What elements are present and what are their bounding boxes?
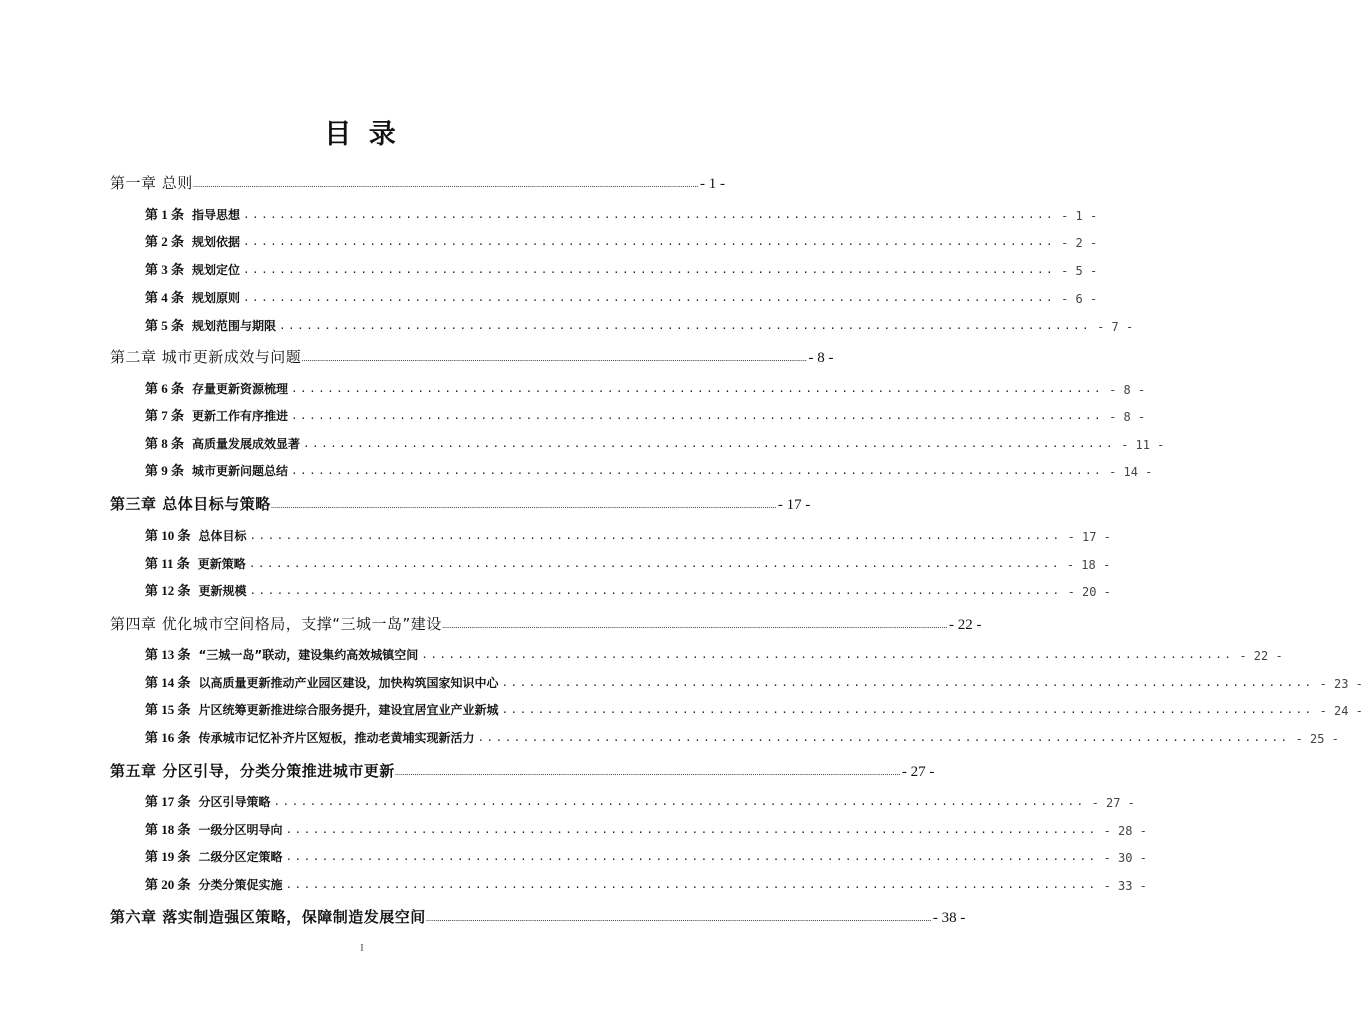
toc-article-entry[interactable] <box>145 232 1098 250</box>
dot-leader: .................................................................................................................................................................................................................................................................... <box>394 768 900 777</box>
page-number: - 2 - <box>1061 236 1098 250</box>
article-text: 分区引导策略 <box>198 795 271 809</box>
toc-article-entry[interactable] <box>145 434 1165 452</box>
article-number: 第 15 条 <box>145 702 191 717</box>
article-number: 第 19 条 <box>145 849 191 864</box>
dot-leader: .................................................................................................................................................................................................................................................................... <box>425 914 931 923</box>
dot-leader: .......................................................................................... <box>285 850 1098 863</box>
chapter-title: 第三章 总体目标与策略 <box>110 495 271 513</box>
page-number: - 22 - <box>949 617 982 633</box>
toc-article-entry[interactable] <box>145 288 1098 306</box>
article-text: 规划范围与期限 <box>192 319 277 333</box>
dot-leader: .......................................................................................... <box>291 382 1104 395</box>
toc-article-entry[interactable] <box>145 847 1147 865</box>
page-number: - 8 - <box>1109 410 1146 424</box>
toc-article-entry[interactable] <box>145 379 1146 397</box>
page-number: - 7 - <box>1097 320 1134 334</box>
article-title <box>145 644 418 663</box>
toc-article-entry[interactable] <box>145 316 1134 334</box>
article-title <box>145 231 240 250</box>
page-number: - 17 - <box>777 497 811 513</box>
toc-article-entry[interactable] <box>145 792 1135 810</box>
article-text: 分类分策促实施 <box>198 878 283 892</box>
toc-chapter-entry[interactable] <box>110 171 725 193</box>
article-number: 第 5 条 <box>145 318 185 333</box>
article-title <box>145 819 283 838</box>
page-number: - 1 - <box>699 176 725 192</box>
article-text: 传承城市记忆补齐片区短板，推动老黄埔实现新活力 <box>198 731 475 745</box>
toc-article-entry[interactable] <box>145 526 1111 544</box>
article-text: 城市更新问题总结 <box>192 464 289 478</box>
toc-article-entry[interactable] <box>145 645 1283 663</box>
toc-chapter-entry[interactable] <box>110 759 935 781</box>
article-text: 以高质量更新推动产业园区建设，加快构筑国家知识中心 <box>198 676 499 690</box>
article-title <box>145 405 288 424</box>
article-number: 第 3 条 <box>145 262 185 277</box>
page-number-footer: I <box>360 942 364 954</box>
dot-leader: .......................................................................................... <box>285 878 1098 891</box>
article-number: 第 7 条 <box>145 408 185 423</box>
article-text: 片区统筹更新推进综合服务提升，建设宜居宜业产业新城 <box>198 703 499 717</box>
article-title <box>145 204 240 223</box>
article-text: 存量更新资源梳理 <box>192 382 289 396</box>
article-title <box>145 433 300 452</box>
toc-chapter-entry[interactable] <box>110 345 834 367</box>
article-text: 二级分区定策略 <box>198 850 283 864</box>
toc-article-entry[interactable] <box>145 875 1147 893</box>
article-text: 更新规模 <box>198 584 247 598</box>
page-number: - 24 - <box>1319 704 1363 718</box>
article-number: 第 4 条 <box>145 290 185 305</box>
dot-leader: .................................................................................................................................................................................................................................................................... <box>192 180 698 189</box>
toc-article-entry[interactable] <box>145 728 1339 746</box>
dot-leader: .......................................................................................... <box>243 291 1056 304</box>
article-title <box>145 378 288 397</box>
dot-leader: .......................................................................................... <box>421 648 1234 661</box>
page-number: - 30 - <box>1103 851 1147 865</box>
dot-leader: .......................................................................................... <box>285 823 1098 836</box>
dot-leader: .......................................................................................... <box>279 319 1092 332</box>
page-number: - 1 - <box>1061 209 1098 223</box>
page-number: - 33 - <box>1103 879 1147 893</box>
article-number: 第 1 条 <box>145 207 185 222</box>
dot-leader: .......................................................................................... <box>291 409 1104 422</box>
article-text: 一级分区明导向 <box>198 823 283 837</box>
article-title <box>145 460 288 479</box>
page-number: - 18 - <box>1066 558 1111 572</box>
article-text: 规划定位 <box>192 263 241 277</box>
article-title <box>145 699 499 718</box>
article-title <box>145 553 246 572</box>
dot-leader: .................................................................................................................................................................................................................................................................... <box>301 354 807 363</box>
article-number: 第 14 条 <box>145 675 191 690</box>
page-title: 目 录 <box>324 119 400 150</box>
article-title <box>145 791 271 810</box>
dot-leader: .......................................................................................... <box>243 263 1056 276</box>
article-title <box>145 259 240 278</box>
page-number: - 14 - <box>1109 465 1153 479</box>
article-number: 第 20 条 <box>145 877 191 892</box>
article-number: 第 12 条 <box>145 583 191 598</box>
article-title <box>145 580 247 599</box>
toc-chapter-entry[interactable] <box>110 905 966 927</box>
page-number: - 38 - <box>932 910 966 926</box>
page-number: - 8 - <box>1109 383 1146 397</box>
article-text: 高质量发展成效显著 <box>192 437 301 451</box>
dot-leader: .......................................................................................... <box>501 676 1314 689</box>
toc-chapter-entry[interactable] <box>110 492 811 514</box>
toc-chapter-entry[interactable] <box>110 612 982 634</box>
dot-leader: .......................................................................................... <box>477 731 1290 744</box>
toc-article-entry[interactable] <box>145 461 1153 479</box>
article-number: 第 2 条 <box>145 234 185 249</box>
chapter-title: 第五章 分区引导，分类分策推进城市更新 <box>110 762 395 780</box>
dot-leader: .......................................................................................... <box>249 584 1062 597</box>
article-number: 第 18 条 <box>145 822 191 837</box>
toc-article-entry[interactable] <box>145 581 1111 599</box>
article-title <box>145 846 283 865</box>
toc-article-entry[interactable] <box>145 554 1111 572</box>
dot-leader: .......................................................................................... <box>248 557 1061 570</box>
article-number: 第 17 条 <box>145 794 191 809</box>
page-number: - 22 - <box>1239 649 1283 663</box>
article-text: 指导思想 <box>192 208 241 222</box>
chapter-title: 第一章 总则 <box>110 174 193 192</box>
page-number: - 6 - <box>1061 292 1098 306</box>
article-title <box>145 525 247 544</box>
dot-leader: .......................................................................................... <box>501 703 1314 716</box>
page-number: - 23 - <box>1319 677 1363 691</box>
article-number: 第 6 条 <box>145 381 185 396</box>
article-text: 规划依据 <box>192 235 241 249</box>
toc-article-entry[interactable] <box>145 673 1363 691</box>
chapter-title: 第六章 落实制造强区策略，保障制造发展空间 <box>110 908 426 926</box>
dot-leader: .................................................................................................................................................................................................................................................................... <box>270 501 776 510</box>
article-text: 更新工作有序推进 <box>192 409 289 423</box>
article-number: 第 10 条 <box>145 528 191 543</box>
dot-leader: .......................................................................................... <box>303 437 1116 450</box>
article-title <box>145 672 499 691</box>
page-number: - 8 - <box>808 350 834 366</box>
toc-article-entry[interactable] <box>145 700 1363 718</box>
article-text: 总体目标 <box>198 529 247 543</box>
toc-article-entry[interactable] <box>145 406 1146 424</box>
article-title <box>145 727 475 746</box>
chapter-title: 第四章 优化城市空间格局，支撑“三城一岛”建设 <box>110 615 442 633</box>
dot-leader: .......................................................................................... <box>243 235 1056 248</box>
chapter-title: 第二章 城市更新成效与问题 <box>110 348 302 366</box>
article-text: 规划原则 <box>192 291 241 305</box>
article-title <box>145 874 283 893</box>
article-title <box>145 287 240 306</box>
dot-leader: .................................................................................................................................................................................................................................................................... <box>441 621 947 630</box>
page-number: - 27 - <box>901 764 935 780</box>
article-number: 第 11 条 <box>145 556 190 571</box>
page-number: - 27 - <box>1091 796 1135 810</box>
page-number: - 11 - <box>1121 438 1165 452</box>
article-number: 第 9 条 <box>145 463 185 478</box>
dot-leader: .......................................................................................... <box>249 529 1062 542</box>
dot-leader: .......................................................................................... <box>273 795 1086 808</box>
page-number: - 28 - <box>1103 824 1147 838</box>
article-text: 更新策略 <box>197 557 246 571</box>
article-text: “三城一岛”联动，建设集约高效城镇空间 <box>198 648 419 662</box>
dot-leader: .......................................................................................... <box>291 464 1104 477</box>
page-number: - 25 - <box>1295 732 1339 746</box>
toc-article-entry[interactable] <box>145 260 1098 278</box>
toc-article-entry[interactable] <box>145 205 1098 223</box>
page-number: - 17 - <box>1067 530 1111 544</box>
article-number: 第 13 条 <box>145 647 191 662</box>
article-title <box>145 315 276 334</box>
article-number: 第 16 条 <box>145 730 191 745</box>
toc-article-entry[interactable] <box>145 820 1147 838</box>
dot-leader: .......................................................................................... <box>243 208 1056 221</box>
page-number: - 20 - <box>1067 585 1111 599</box>
article-number: 第 8 条 <box>145 436 185 451</box>
page-number: - 5 - <box>1061 264 1098 278</box>
